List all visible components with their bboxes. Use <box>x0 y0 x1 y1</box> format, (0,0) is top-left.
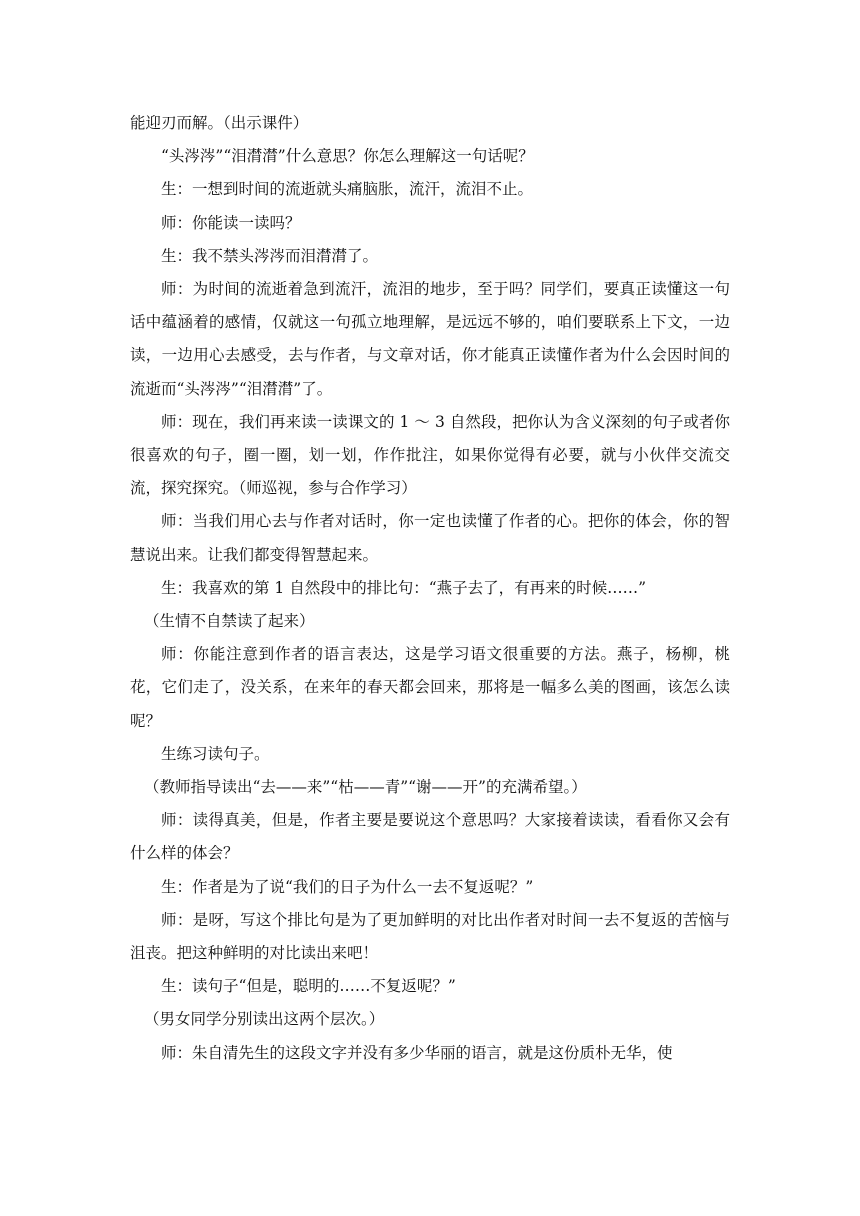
paragraph: 生：我喜欢的第 1 自然段中的排比句：“燕子去了，有再来的时候……” <box>161 578 647 597</box>
paragraph: 师：为时间的流逝着急到流汗，流泪的地步，至于吗？同学们，要真正读懂这一句话中蕴涵着的感情，仅就这一句孤立地理解，是远远不够的，咱们要联系上下文，一边读，一边用心去感受，去与作者，与文章对话，你才能真正读懂作者为什么会因时间的流逝而“头涔涔”“泪潸潸”了。 <box>130 280 730 398</box>
paragraph: 师：读得真美，但是，作者主要是要说这个意思吗？大家接着读读，看看你又会有什么样的体会？ <box>130 811 730 863</box>
paragraph: 师：朱自清先生的这段文字并没有多少华丽的语言，就是这份质朴无华，使 <box>161 1043 673 1062</box>
paragraph: 生：作者是为了说“我们的日子为什么一去不复返呢？” <box>161 877 534 896</box>
paragraph: 生练习读句子。 <box>161 744 270 763</box>
document-body <box>130 107 730 1070</box>
paragraph: （男女同学分别读出这两个层次。） <box>143 1010 385 1029</box>
paragraph: 生：我不禁头涔涔而泪潸潸了。 <box>161 246 379 265</box>
paragraph: 能迎刃而解。（出示课件） <box>130 114 309 132</box>
paragraph: 师：你能注意到作者的语言表达，这是学习语文很重要的方法。燕子，杨柳，桃花，它们走了，没关系，在来年的春天都会回来，那将是一幅多么美的图画，该怎么读呢？ <box>130 645 730 730</box>
paragraph: （教师指导读出“去——来”“枯——青”“谢——开”的充满希望。） <box>143 778 587 797</box>
paragraph: 生：一想到时间的流逝就头痛脑胀，流汗，流泪不止。 <box>161 180 534 199</box>
paragraph: “头涔涔”“泪潸潸”什么意思？你怎么理解这一句话呢？ <box>161 147 534 166</box>
paragraph: 生：读句子“但是，聪明的……不复返呢？” <box>161 977 456 996</box>
paragraph: 师：你能读一读吗？ <box>161 213 301 232</box>
paragraph: 师：当我们用心去与作者对话时，你一定也读懂了作者的心。把你的体会，你的智慧说出来。让我们都变得智慧起来。 <box>130 512 730 564</box>
paragraph: 师：现在，我们再来读一读课文的 1 ～ 3 自然段，把你认为含义深刻的句子或者你很喜欢的句子，圈一圈，划一划，作作批注，如果你觉得有必要，就与小伙伴交流交流，探究探究。（师巡视，参与合作学习） <box>130 412 730 498</box>
paragraph: （生情不自禁读了起来） <box>143 612 315 631</box>
paragraph: 师：是呀，写这个排比句是为了更加鲜明的对比出作者对时间一去不复返的苦恼与沮丧。把这种鲜明的对比读出来吧！ <box>130 910 730 963</box>
